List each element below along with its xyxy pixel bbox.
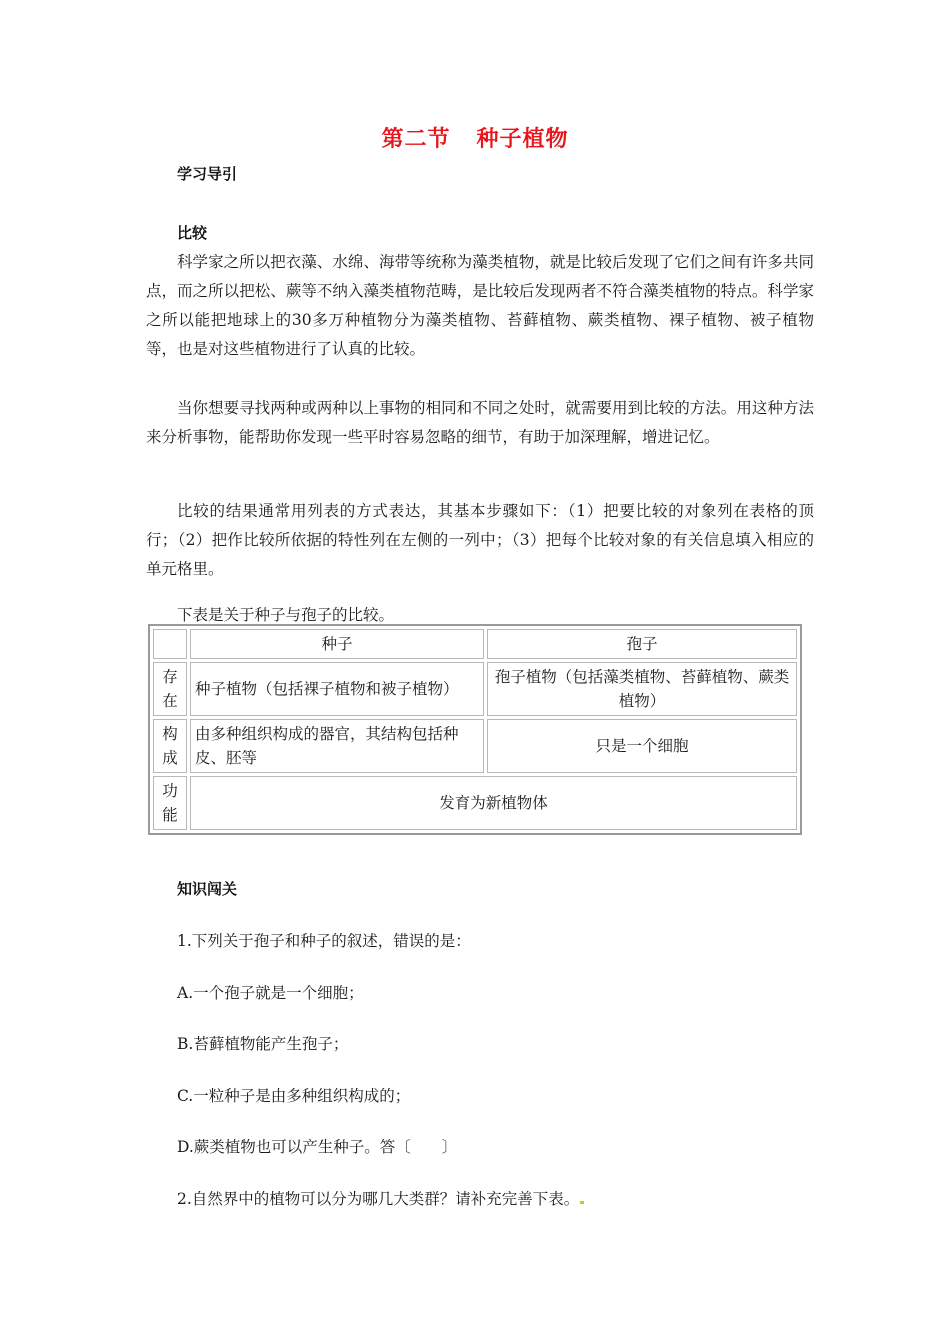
page-title <box>0 122 950 153</box>
section-heading-quiz: 知识闯关 <box>177 880 238 898</box>
paragraph-1: 科学家之所以把衣藻、水绵、海带等统称为藻类植物，就是比较后发现了它们之间有许多共同点，而之所以把松、蕨等不纳入藻类植物范畴，是比较后发现两者不符合藻类植物的特点。科学家之所以能把地球上的30多万种植物分为藻类植物、苔藓植物、蕨类植物、裸子植物、被子植物等，也是对这些植物进行了认真的比较。 <box>146 253 814 358</box>
paragraph-3: 比较的结果通常用列表的方式表达，其基本步骤如下：（1）把要比较的对象列在表格的顶行；（2）把作比较所依据的特性列在左侧的一列中；（3）把每个比较对象的有关信息填入相应的单元格里。 <box>146 502 814 578</box>
option-d: D.蕨类植物也可以产生种子。答〔 〕 <box>177 1138 458 1156</box>
table-row <box>153 719 797 773</box>
question-1: 1.下列关于孢子和种子的叙述，错误的是： <box>177 932 471 950</box>
paragraph-2: 当你想要寻找两种或两种以上事物的相同和不同之处时，就需要用到比较的方法。用这种方法来分析事物，能帮助你发现一些平时容易忽略的细节，有助于加深理解，增进记忆。 <box>146 399 814 446</box>
question-2-text: 2.自然界中的植物可以分为哪几大类群？请补充完善下表。 <box>177 1190 580 1208</box>
option-c: C.一粒种子是由多种组织构成的； <box>177 1087 411 1105</box>
table-cell-merged: 发育为新植物体 <box>190 776 797 830</box>
marker-dot-icon <box>580 1201 584 1204</box>
title-topic: 种子植物 <box>476 127 569 152</box>
title-section-number: 第二节 <box>381 127 451 152</box>
question-2 <box>177 1187 585 1209</box>
table-row-label: 功能 <box>153 776 187 830</box>
paragraph-4: 下表是关于种子与孢子的比较。 <box>177 606 395 624</box>
table-cell-seed: 由多种组织构成的器官，其结构包括种皮、胚等 <box>190 719 484 773</box>
table-corner-cell <box>153 629 187 659</box>
table-header-seed: 种子 <box>190 629 484 659</box>
table-row-label: 构成 <box>153 719 187 773</box>
section-heading-guide: 学习导引 <box>177 165 238 183</box>
table-row-label: 存在 <box>153 662 187 716</box>
seed-spore-comparison-table <box>148 624 802 835</box>
table-cell-spore: 孢子植物（包括藻类植物、苔藓植物、蕨类植物） <box>487 662 797 716</box>
table-header-spore: 孢子 <box>487 629 797 659</box>
section-heading-compare: 比较 <box>177 224 208 242</box>
table-row <box>153 662 797 716</box>
table-cell-spore: 只是一个细胞 <box>487 719 797 773</box>
option-a: A.一个孢子就是一个细胞； <box>177 984 364 1002</box>
table-header-row <box>153 629 797 659</box>
table-row <box>153 776 797 830</box>
table-cell-seed: 种子植物（包括裸子植物和被子植物） <box>190 662 484 716</box>
option-b: B.苔藓植物能产生孢子； <box>177 1035 349 1053</box>
